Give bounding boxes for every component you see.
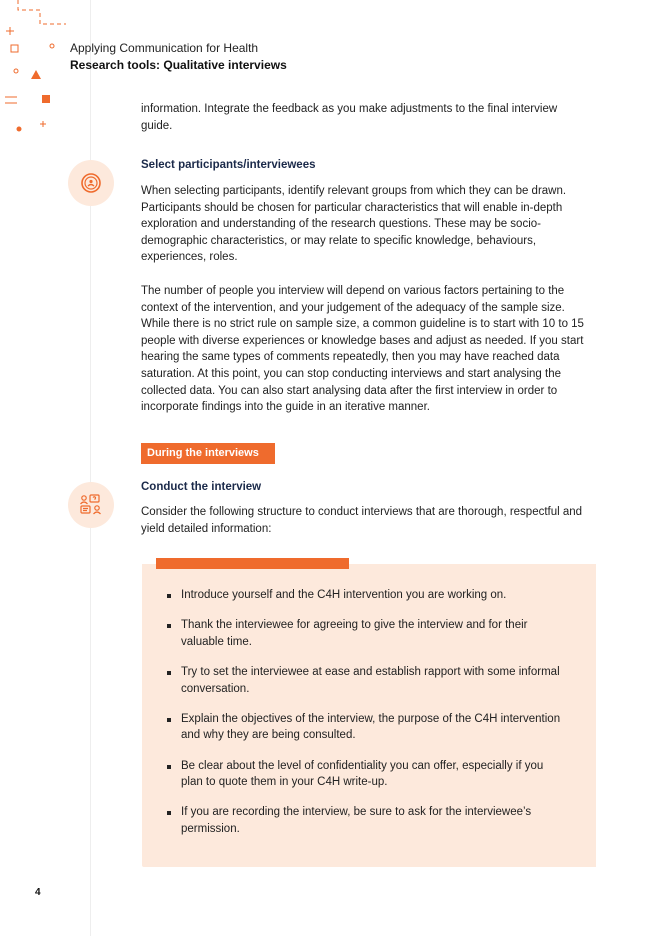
box-accent-bar — [156, 558, 349, 569]
page-number: 4 — [35, 887, 41, 898]
phase-label: During the interviews — [141, 443, 275, 464]
intro-continuation: information. Integrate the feedback as you make adjustments to the final interview guide. — [141, 103, 558, 132]
document-header — [70, 40, 287, 74]
list-item: If you are recording the interview, be sure to ask for the interviewee’s permission. — [162, 804, 562, 837]
select-paragraph-1: When selecting participants, identify relevant groups from which they can be drawn. Participants should be chosen for particular characteristics that will enable in-depth exploration and understanding of the research questions. These may be socio-demographic characteristics, or may relate to specific knowledge, behaviours, experiences, roles. — [141, 185, 567, 264]
decorative-shapes-icon — [0, 0, 70, 140]
list-item: Introduce yourself and the C4H intervention you are working on. — [162, 587, 562, 604]
list-item: Try to set the interviewee at ease and establish rapport with some informal conversation. — [162, 664, 562, 697]
section-heading-select-participants: Select participants/interviewees — [141, 159, 316, 171]
list-item: Be clear about the level of confidentiality you can offer, especially if you plan to quote them in your C4H write-up. — [162, 758, 562, 791]
document-series: Applying Communication for Health — [70, 41, 259, 55]
list-item: Thank the interviewee for agreeing to give the interview and for their valuable time. — [162, 617, 562, 650]
document-title: Research tools: Qualitative interviews — [70, 58, 287, 72]
participant-badge-icon — [68, 160, 114, 206]
torn-paper-edge — [142, 852, 596, 870]
conversation-people-icon — [68, 482, 114, 528]
section-heading-conduct-interview: Conduct the interview — [141, 481, 262, 493]
select-paragraph-2: The number of people you interview will depend on various factors pertaining to the context of the intervention, and your judgement of the adequacy of the sample size. While there is no strict rule on sample size, a common guideline is to start with 10 to 15 people with diverse experiences or knowledge bases and adjust as needed. If you start hearing the same types of comments repeatedly, then you may have reached data saturation. At this point, you can stop conducting interviews and start analysing the collected data. You can also start analysing data after the first interview in order to incorporate findings into the guide in an iterative manner. — [141, 285, 584, 414]
list-item: Explain the objectives of the interview, the purpose of the C4H intervention and why they are being consulted. — [162, 711, 562, 744]
page-margin-line — [90, 0, 91, 936]
conduct-intro: Consider the following structure to conduct interviews that are thorough, respectful and yield detailed information: — [141, 506, 583, 535]
interview-structure-list — [162, 587, 562, 851]
